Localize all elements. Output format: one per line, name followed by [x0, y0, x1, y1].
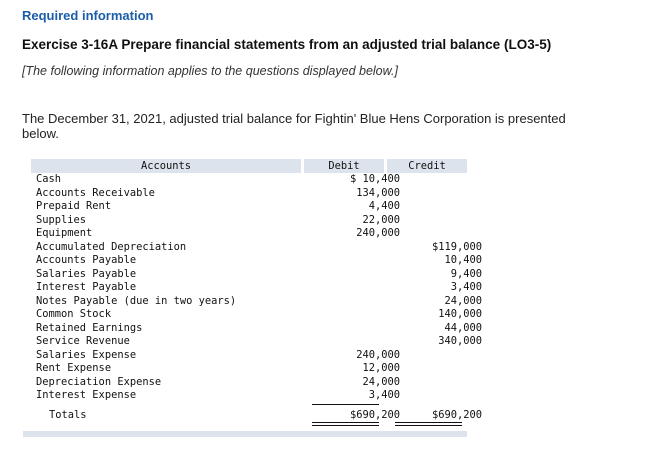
instruction-note: [The following information applies to the questions displayed below.] [22, 64, 398, 78]
account-name: Salaries Payable [36, 267, 137, 280]
table-row [31, 335, 482, 349]
totals-label: Totals [49, 408, 87, 421]
header-debit: Debit [304, 159, 384, 173]
account-name: Interest Expense [36, 389, 137, 401]
table-row [31, 349, 467, 363]
credit-amount: 10,400 [444, 254, 482, 266]
required-information-heading: Required information [22, 8, 154, 23]
credit-amount: 140,000 [438, 308, 482, 320]
account-name: Prepaid Rent [36, 200, 112, 212]
table-row [31, 173, 467, 187]
debit-amount: $ 10,400 [349, 173, 400, 185]
debit-amount: 12,000 [362, 362, 400, 374]
table-body [31, 173, 482, 403]
table-row [31, 214, 467, 228]
table-row [31, 267, 482, 282]
debit-amount: 240,000 [356, 348, 400, 361]
intro-paragraph: The December 31, 2021, adjusted trial balance for Fightin' Blue Hens Corporation is presented below. [22, 111, 566, 141]
table-row [31, 308, 482, 322]
table-row [31, 294, 482, 309]
totals-credit: $690,200 [431, 408, 482, 421]
account-name: Interest Payable [36, 281, 137, 293]
account-name: Notes Payable (due in two years) [36, 294, 237, 307]
account-name: Equipment [36, 227, 93, 239]
account-name: Cash [36, 173, 62, 185]
debit-amount: 134,000 [356, 186, 400, 199]
credit-amount: $119,000 [431, 240, 482, 253]
table-row [31, 362, 467, 376]
table-footer-bar [23, 431, 467, 437]
credit-amount: 24,000 [444, 294, 482, 307]
table-row [31, 389, 467, 403]
debit-amount: 3,400 [368, 389, 400, 401]
table-row [31, 240, 482, 255]
debit-amount: 240,000 [356, 227, 400, 239]
credit-amount: 3,400 [450, 281, 482, 293]
exercise-title: Exercise 3-16A Prepare financial statements from an adjusted trial balance (LO3-5) [22, 37, 552, 52]
totals-row [31, 405, 482, 425]
account-name: Rent Expense [36, 362, 112, 374]
credit-amount: 44,000 [444, 321, 482, 334]
account-name: Retained Earnings [36, 321, 143, 334]
debit-amount: 4,400 [368, 200, 400, 212]
credit-amount: 340,000 [438, 335, 482, 347]
account-name: Accumulated Depreciation [36, 240, 187, 253]
table-row [31, 281, 482, 295]
debit-amount: 24,000 [362, 375, 400, 388]
debit-subtotal-rule [312, 404, 379, 405]
credit-total-double-rule [395, 422, 462, 426]
table-row [31, 200, 467, 214]
debit-amount: 22,000 [362, 213, 400, 226]
debit-total-double-rule [312, 422, 379, 426]
table-row [31, 254, 482, 268]
account-name: Supplies [36, 213, 87, 226]
table-row [31, 187, 467, 201]
trial-balance-table [31, 159, 482, 425]
table-row [31, 321, 482, 336]
totals-debit: $690,200 [349, 408, 400, 421]
table-header [31, 159, 467, 173]
account-name: Depreciation Expense [36, 375, 162, 388]
account-name: Accounts Receivable [36, 186, 155, 199]
header-credit: Credit [387, 159, 467, 173]
account-name: Common Stock [36, 308, 112, 320]
account-name: Accounts Payable [36, 254, 137, 266]
header-accounts: Accounts [31, 159, 301, 173]
account-name: Service Revenue [36, 335, 130, 347]
table-row [31, 376, 467, 390]
account-name: Salaries Expense [36, 348, 137, 361]
table-row [31, 227, 467, 241]
credit-amount: 9,400 [450, 267, 482, 280]
